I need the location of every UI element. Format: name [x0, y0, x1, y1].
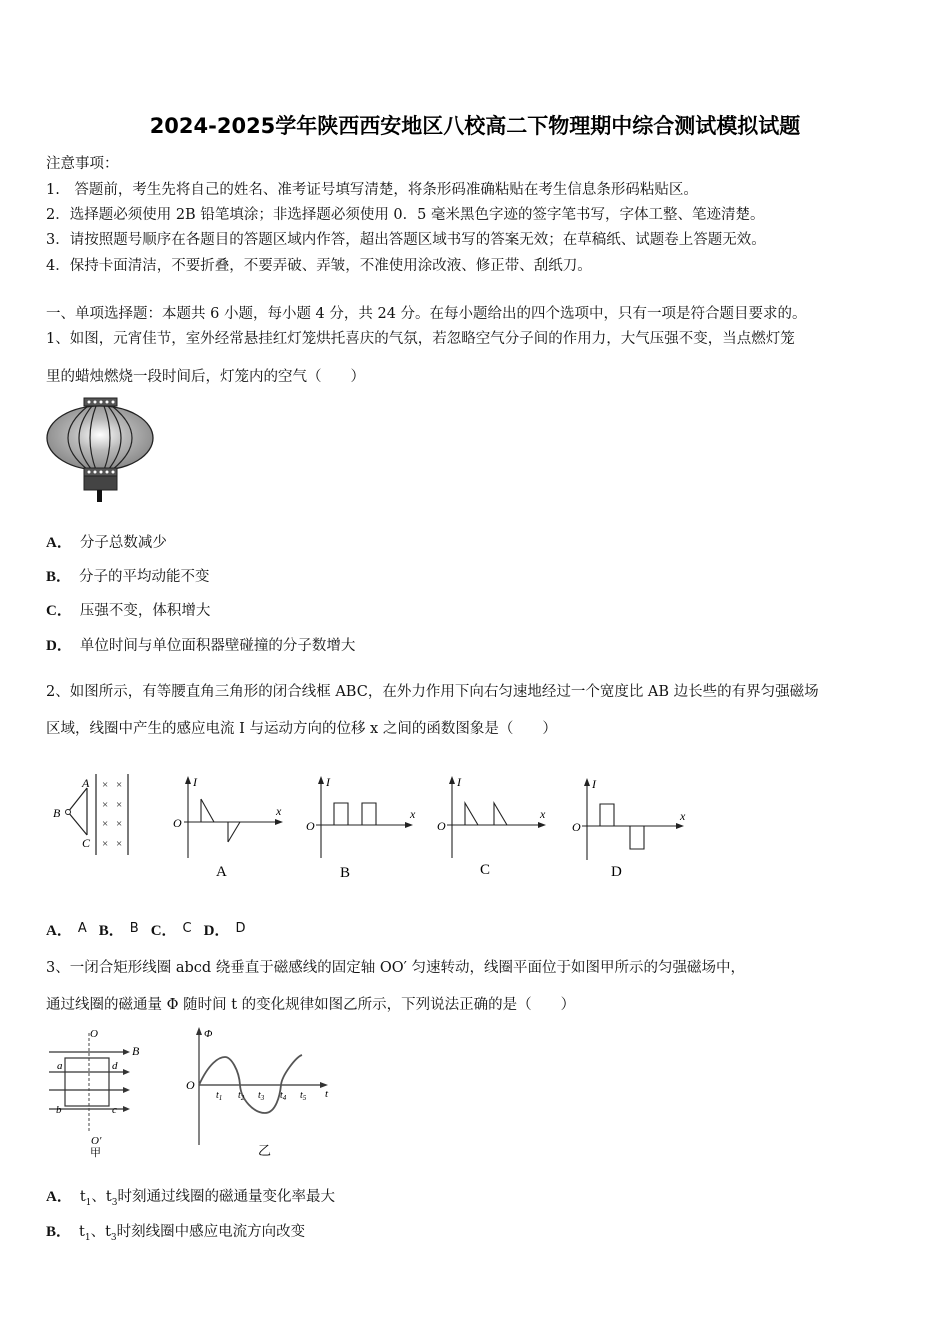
- svg-text:A: A: [216, 864, 227, 880]
- svg-text:B: B: [340, 865, 351, 881]
- svg-text:C: C: [82, 836, 91, 850]
- q3-figure: [44, 1025, 344, 1160]
- svg-text:c: c: [112, 1104, 117, 1116]
- svg-text:甲: 甲: [90, 1146, 101, 1159]
- svg-text:A: A: [82, 776, 90, 790]
- svg-text:b: b: [56, 1104, 62, 1116]
- page-title: 2024-2025学年陕西西安地区八校高二下物理期中综合测试模拟试题: [149, 114, 801, 138]
- svg-text:x: x: [680, 809, 686, 823]
- svg-text:×: ×: [102, 799, 109, 811]
- q3-option-a[interactable]: A． $t_1$、$t_3$时刻通过线圈的磁通量变化率最大: [46, 1189, 335, 1208]
- svg-text:t3: $t_3$: [258, 1090, 265, 1102]
- svg-text:×: ×: [102, 838, 109, 850]
- q1-option-c[interactable]: C． 压强不变，体积增大: [46, 603, 211, 619]
- svg-text:I: I: [457, 775, 461, 789]
- svg-text:O: O: [572, 820, 581, 834]
- notice-item: 2．选择题必须使用 2B 铅笔填涂；非选择题必须使用 0．5 毫米黑色字迹的签字笔书写，字体工整、笔迹清楚。: [46, 207, 765, 223]
- svg-text:t5: $t_5$: [300, 1090, 307, 1102]
- svg-text:O: O: [437, 819, 446, 833]
- svg-text:t1: $t_1$: [216, 1090, 223, 1102]
- notice-item: 4．保持卡面清洁，不要折叠，不要弄破、弄皱，不准使用涂改液、修正带、刮纸刀。: [46, 258, 592, 274]
- q1-option-a[interactable]: A． 分子总数减少: [46, 535, 167, 551]
- svg-text:t4: $t_4$: [280, 1090, 287, 1102]
- q1-stem-line1: 1、如图，元宵佳节，室外经常悬挂红灯笼烘托喜庆的气氛，若忽略空气分子间的作用力，大气压强不变，当点燃灯笼: [46, 331, 795, 347]
- q2-stem-line2: 区域，线圈中产生的感应电流 I 与运动方向的位移 x 之间的函数图象是（ ）: [46, 721, 557, 737]
- svg-text:x: x: [540, 807, 546, 821]
- svg-text:×: ×: [102, 818, 109, 830]
- svg-text:O′: O′: [91, 1135, 102, 1147]
- svg-text:B: B: [53, 806, 61, 820]
- svg-text:t2: $t_2$: [238, 1090, 245, 1102]
- q3-stem-line1: 3、一闭合矩形线圈 abcd 绕垂直于磁感线的固定轴 OO′ 匀速转动，线圈平面位于如图甲所示的匀强磁场中，: [46, 960, 746, 976]
- svg-text:×: ×: [102, 779, 109, 791]
- q1-stem-line2: 里的蜡烛燃烧一段时间后，灯笼内的空气（ ）: [46, 369, 365, 385]
- svg-text:x: x: [410, 807, 416, 821]
- svg-text:O: O: [90, 1028, 98, 1040]
- svg-text:Φ: Φ: [204, 1028, 213, 1040]
- q3-stem-line2: 通过线圈的磁通量 Φ 随时间 t 的变化规律如图乙所示，下列说法正确的是（ ）: [46, 997, 576, 1013]
- q2-stem-line1: 2、如图所示，有等腰直角三角形的闭合线框 ABC，在外力作用下向右匀速地经过一个宽度比 AB 边长些的有界匀强磁场: [46, 684, 819, 700]
- svg-text:×: ×: [116, 799, 123, 811]
- svg-text:C: C: [480, 862, 491, 878]
- lantern-figure: [44, 395, 156, 505]
- svg-text:d: d: [112, 1060, 118, 1072]
- svg-text:O: O: [173, 816, 182, 830]
- q1-option-d[interactable]: D． 单位时间与单位面积器壁碰撞的分子数增大: [46, 638, 356, 654]
- svg-text:B: B: [132, 1044, 140, 1058]
- svg-text:I: I: [592, 777, 596, 791]
- q2-option-c[interactable]: C． C: [150, 921, 192, 939]
- svg-text:O: O: [186, 1078, 195, 1092]
- q2-figure: [44, 770, 704, 885]
- section-heading: 一、单项选择题：本题共 6 小题，每小题 4 分，共 24 分。在每小题给出的四个选项中，只有一项是符合题目要求的。: [46, 306, 807, 322]
- notice-item: 1. 答题前，考生先将自己的姓名、准考证号填写清楚，将条形码准确粘贴在考生信息条形码粘贴区。: [46, 182, 698, 198]
- svg-text:t: t: [325, 1088, 329, 1100]
- svg-text:I: I: [326, 775, 330, 789]
- svg-text:乙: 乙: [258, 1144, 272, 1159]
- svg-text:D: D: [611, 864, 622, 880]
- q1-option-b[interactable]: B． 分子的平均动能不变: [46, 569, 210, 585]
- notice-heading: 注意事项：: [46, 156, 119, 172]
- svg-text:a: a: [57, 1060, 63, 1072]
- q2-option-a[interactable]: A． A: [46, 921, 87, 939]
- q3-option-b[interactable]: B． $t_1$、$t_3$时刻线圈中感应电流方向改变: [46, 1224, 306, 1243]
- svg-text:×: ×: [116, 779, 123, 791]
- q2-option-d[interactable]: D． D: [203, 921, 246, 939]
- notice-item: 3．请按照题号顺序在各题目的答题区域内作答，超出答题区域书写的答案无效；在草稿纸、试题卷上答题无效。: [46, 232, 766, 248]
- svg-text:I: I: [193, 775, 197, 789]
- q2-option-b[interactable]: B． B: [98, 921, 139, 939]
- svg-text:x: x: [276, 804, 282, 818]
- svg-text:O: O: [306, 819, 315, 833]
- svg-text:×: ×: [116, 818, 123, 830]
- q2-options: [46, 919, 257, 940]
- svg-text:×: ×: [116, 838, 123, 850]
